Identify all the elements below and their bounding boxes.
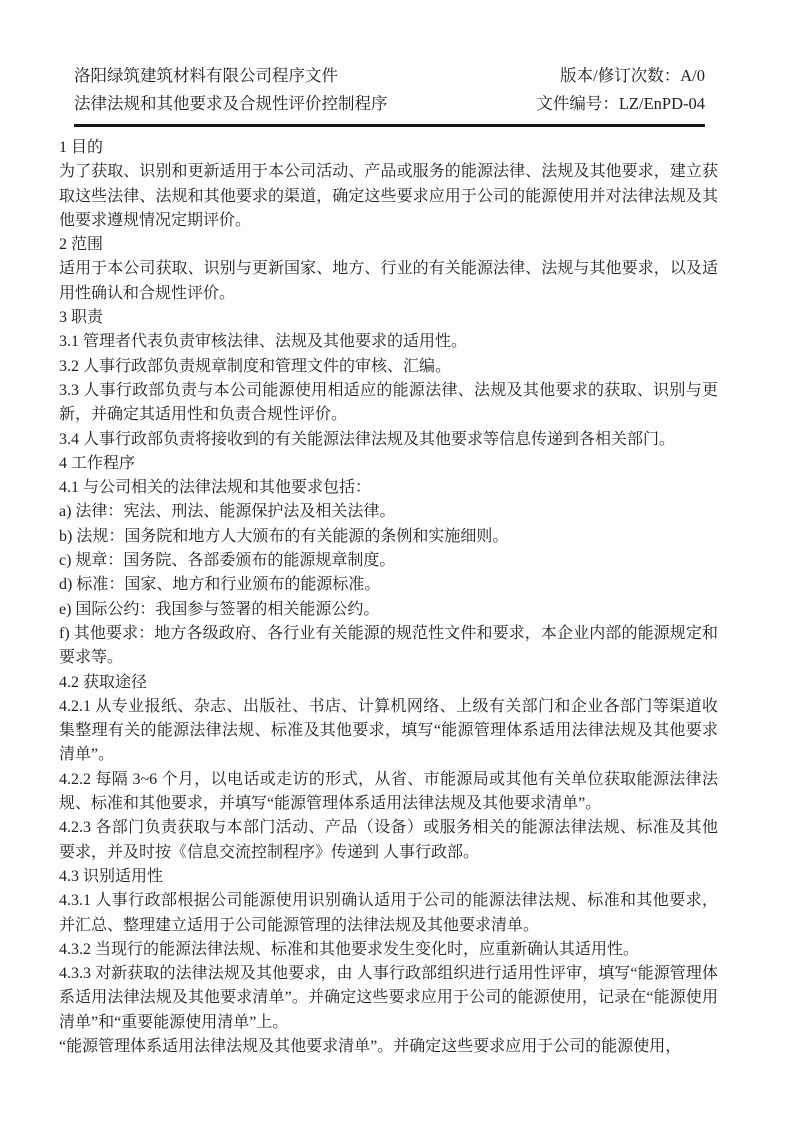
clause-3-1: 3.1 管理者代表负责审核法律、法规及其他要求的适用性。: [59, 333, 468, 351]
clause-4-3: 4.3 识别适用性: [59, 867, 164, 885]
paragraph-scope: 适用于本公司获取、识别与更新国家、地方、行业的有关能源法律、法规与其他要求，以及适用性确认和合规性评价。: [59, 260, 718, 302]
paragraph-trailing: “能源管理体系适用法律法规及其他要求清单”。并确定这些要求应用于公司的能源使用，: [59, 1037, 682, 1055]
clause-3-2: 3.2 人事行政部负责规章制度和管理文件的审核、汇编。: [59, 357, 452, 375]
document-body: [59, 136, 718, 1059]
list-item-rule: c) 规章：国务院、各部委颁布的能源规章制度。: [59, 552, 396, 570]
header-right-block: [536, 62, 705, 118]
document-header: [74, 0, 705, 118]
paragraph-purpose: 为了获取、识别和更新适用于本公司活动、产品或服务的能源法律、法规及其他要求，建立获取这些法律、法规和其他要求的渠道，确定这些要求应用于公司的能源使用并对法律法规及其他要求遵规情况定期评价。: [59, 163, 718, 229]
clause-4-3-2: 4.3.2 当现行的能源法律法规、标准和其他要求发生变化时，应重新确认其适用性。: [59, 940, 640, 958]
list-item-regulation: b) 法规：国务院和地方人大颁布的有关能源的条例和实施细则。: [59, 527, 509, 545]
clause-4-2: 4.2 获取途径: [59, 673, 148, 691]
list-item-convention: e) 国际公约：我国参与签署的相关能源公约。: [59, 600, 380, 618]
clause-4-2-3: 4.2.3 各部门负责获取与本部门活动、产品（设备）或服务相关的能源法律法规、标准及其他要求，并及时按《信息交流控制程序》传递到 人事行政部。: [59, 819, 718, 861]
clause-3-3: 3.3 人事行政部负责与本公司能源使用相适应的能源法律、法规及其他要求的获取、识别与更新，并确定其适用性和负责合规性评价。: [59, 381, 718, 424]
clause-3-4: 3.4 人事行政部负责将接收到的有关能源法律法规及其他要求等信息传递到各相关部门。: [59, 430, 676, 448]
section-heading-purpose: 1 目的: [59, 139, 104, 156]
section-heading-responsibilities: 3 职责: [59, 309, 104, 327]
section-heading-scope: 2 范围: [59, 236, 104, 254]
clause-4-3-3: 4.3.3 对新获取的法律法规及其他要求，由 人事行政部组织进行适用性评审，填写“能源管理体系适用法律法规及其他要求清单”。并确定这些要求应用于公司的能源使用，记录在“能源使用清单”和“重要能源使用清单”上。: [59, 965, 718, 1031]
company-name: 洛阳绿筑建筑材料有限公司程序文件: [74, 66, 338, 85]
header-divider: [74, 124, 705, 127]
document-title: 法律法规和其他要求及合规性评价控制程序: [74, 94, 388, 113]
header-left-block: [74, 62, 388, 118]
list-item-standard: d) 标准：国家、地方和行业颁布的能源标准。: [59, 576, 381, 594]
clause-4-1: 4.1 与公司相关的法律法规和其他要求包括：: [59, 479, 372, 497]
document-number: 文件编号：LZ/EnPD-04: [536, 94, 705, 113]
clause-4-2-2: 4.2.2 每隔 3~6 个月，以电话或走访的形式，从省、市能源局或其他有关单位获取能源法律法规、标准和其他要求，并填写“能源管理体系适用法律法规及其他要求清单”。: [59, 770, 718, 813]
version-info: 版本/修订次数：A/0: [560, 66, 705, 85]
clause-4-2-1: 4.2.1 从专业报纸、杂志、出版社、书店、计算机网络、上级有关部门和企业各部门等渠道收集整理有关的能源法律法规、标准及其他要求，填写“能源管理体系适用法律法规及其他要求清单”。: [59, 697, 718, 764]
section-heading-procedure: 4 工作程序: [59, 454, 136, 472]
clause-4-3-1: 4.3.1 人事行政部根据公司能源使用识别确认适用于公司的能源法律法规、标准和其他要求，并汇总、整理建立适用于公司能源管理的法律法规及其他要求清单。: [59, 892, 718, 934]
list-item-law: a) 法律：宪法、刑法、能源保护法及相关法律。: [59, 503, 396, 521]
list-item-other: f) 其他要求：地方各级政府、各行业有关能源的规范性文件和要求，本企业内部的能源规定和要求等。: [59, 624, 718, 667]
